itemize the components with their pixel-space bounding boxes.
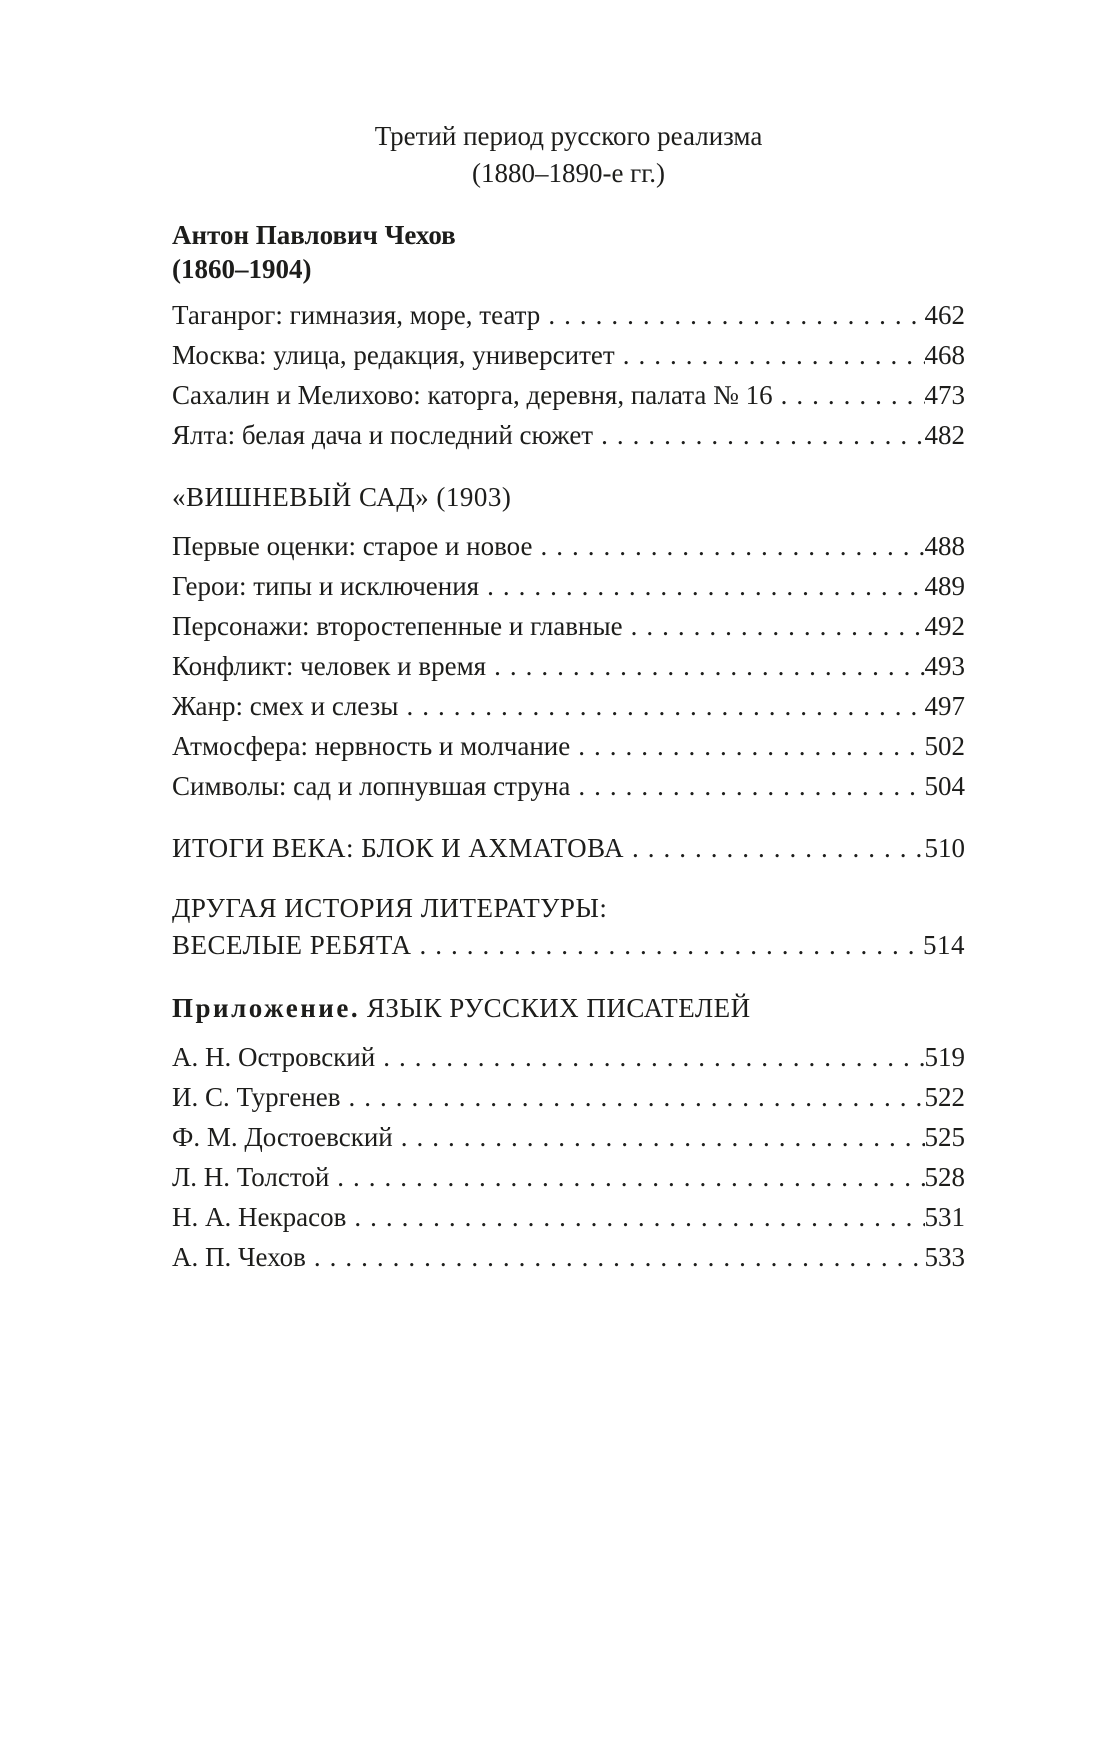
dot-leader <box>314 1237 925 1277</box>
toc-entry <box>172 1237 965 1277</box>
appendix-label: Приложение. <box>172 993 361 1023</box>
toc-entry-label: Сахалин и Мелихово: каторга, деревня, палата № 16 <box>172 380 773 410</box>
toc-entry <box>172 828 965 868</box>
toc-page <box>172 0 965 1277</box>
other-history-line1: ДРУГАЯ ИСТОРИЯ ЛИТЕРАТУРЫ: <box>172 893 608 923</box>
toc-entry-label: А. Н. Островский <box>172 1042 376 1072</box>
author-years: (1860–1904) <box>172 254 312 284</box>
toc-entry-page: 528 <box>924 1162 965 1192</box>
toc-entry <box>172 295 965 335</box>
toc-entry-label: Ялта: белая дача и последний сюжет <box>172 420 594 450</box>
dot-leader <box>349 1077 925 1117</box>
toc-entry <box>172 335 965 375</box>
cherry-orchard-entries <box>172 526 965 806</box>
dot-leader <box>623 335 925 375</box>
toc-entry-page: 497 <box>924 691 965 721</box>
toc-entry-page: 468 <box>924 340 965 370</box>
toc-entry-label: Герои: типы и исключения <box>172 571 480 601</box>
appendix-title: ЯЗЫК РУССКИХ ПИСАТЕЛЕЙ <box>366 993 751 1023</box>
dot-leader <box>578 726 924 766</box>
toc-entry-label: ВЕСЕЛЫЕ РЕБЯТА <box>172 930 412 960</box>
dot-leader <box>601 415 924 455</box>
toc-entry-label: ИТОГИ ВЕКА: БЛОК И АХМАТОВА <box>172 833 624 863</box>
toc-entry-label: Москва: улица, редакция, университет <box>172 340 615 370</box>
toc-entry-page: 489 <box>924 571 965 601</box>
toc-entry-label: Атмосфера: нервность и молчание <box>172 731 571 761</box>
appendix-entries <box>172 1037 965 1277</box>
toc-entry-page: 462 <box>924 300 965 330</box>
toc-entry-page: 522 <box>924 1082 965 1112</box>
toc-entry <box>172 606 965 646</box>
toc-entry <box>172 1117 965 1157</box>
dot-leader <box>781 375 925 415</box>
toc-entry-page: 504 <box>924 771 965 801</box>
part-title-line1: Третий период русского реализма <box>374 121 763 151</box>
toc-entry-page: 514 <box>923 930 965 960</box>
toc-entry <box>172 1157 965 1197</box>
toc-entry-page: 510 <box>924 833 965 863</box>
toc-entry <box>172 566 965 606</box>
dot-leader <box>337 1157 924 1197</box>
dot-leader <box>401 1117 925 1157</box>
toc-entry <box>172 415 965 455</box>
section-title-cherry-orchard: «ВИШНЕВЫЙ САД» (1903) <box>172 482 512 512</box>
toc-entry <box>172 526 965 566</box>
dot-leader <box>548 295 924 335</box>
toc-entry-page: 482 <box>924 420 965 450</box>
toc-entry-label: Таганрог: гимназия, море, театр <box>172 300 541 330</box>
toc-entry <box>172 1037 965 1077</box>
part-title-line2: (1880–1890-е гг.) <box>471 158 666 188</box>
toc-entry-page: 533 <box>924 1242 965 1272</box>
appendix-header <box>172 988 965 1028</box>
toc-entry-label: А. П. Чехов <box>172 1242 306 1272</box>
toc-entry <box>172 1197 965 1237</box>
toc-entry <box>172 1077 965 1117</box>
dot-leader <box>354 1197 924 1237</box>
toc-entry-page: 525 <box>924 1122 965 1152</box>
toc-entry-label: Первые оценки: старое и новое <box>172 531 533 561</box>
toc-entry-label: Ф. М. Достоевский <box>172 1122 393 1152</box>
dot-leader <box>406 686 924 726</box>
toc-entry-label: И. С. Тургенев <box>172 1082 341 1112</box>
dot-leader <box>541 526 925 566</box>
dot-leader <box>383 1037 924 1077</box>
toc-entry-page: 531 <box>924 1202 965 1232</box>
toc-entry-label: Конфликт: человек и время <box>172 651 487 681</box>
toc-entry <box>172 766 965 806</box>
toc-entry <box>172 686 965 726</box>
toc-entry <box>172 646 965 686</box>
toc-entry-label: Н. А. Некрасов <box>172 1202 347 1232</box>
dot-leader <box>420 927 923 964</box>
toc-entry <box>172 375 965 415</box>
toc-entry-label: Жанр: смех и слезы <box>172 691 399 721</box>
author-name: Антон Павлович Чехов <box>172 220 456 250</box>
part-title <box>172 118 965 192</box>
dot-leader <box>487 566 924 606</box>
dot-leader <box>494 646 924 686</box>
other-history-block <box>172 890 965 964</box>
dot-leader <box>578 766 924 806</box>
century-results-row <box>172 828 965 868</box>
toc-entry <box>172 726 965 766</box>
toc-entry-page: 492 <box>924 611 965 641</box>
toc-entry-label: Символы: сад и лопнувшая струна <box>172 771 571 801</box>
dot-leader <box>631 606 925 646</box>
toc-entry-page: 519 <box>924 1042 965 1072</box>
chekhov-entries <box>172 295 965 455</box>
toc-entry-page: 502 <box>924 731 965 761</box>
toc-entry-label: Персонажи: второстепенные и главные <box>172 611 623 641</box>
dot-leader <box>632 828 925 868</box>
toc-entry <box>172 927 965 964</box>
toc-entry-page: 493 <box>924 651 965 681</box>
toc-entry-page: 488 <box>924 531 965 561</box>
toc-entry-label: Л. Н. Толстой <box>172 1162 330 1192</box>
author-heading <box>172 218 965 286</box>
toc-entry-page: 473 <box>924 380 965 410</box>
